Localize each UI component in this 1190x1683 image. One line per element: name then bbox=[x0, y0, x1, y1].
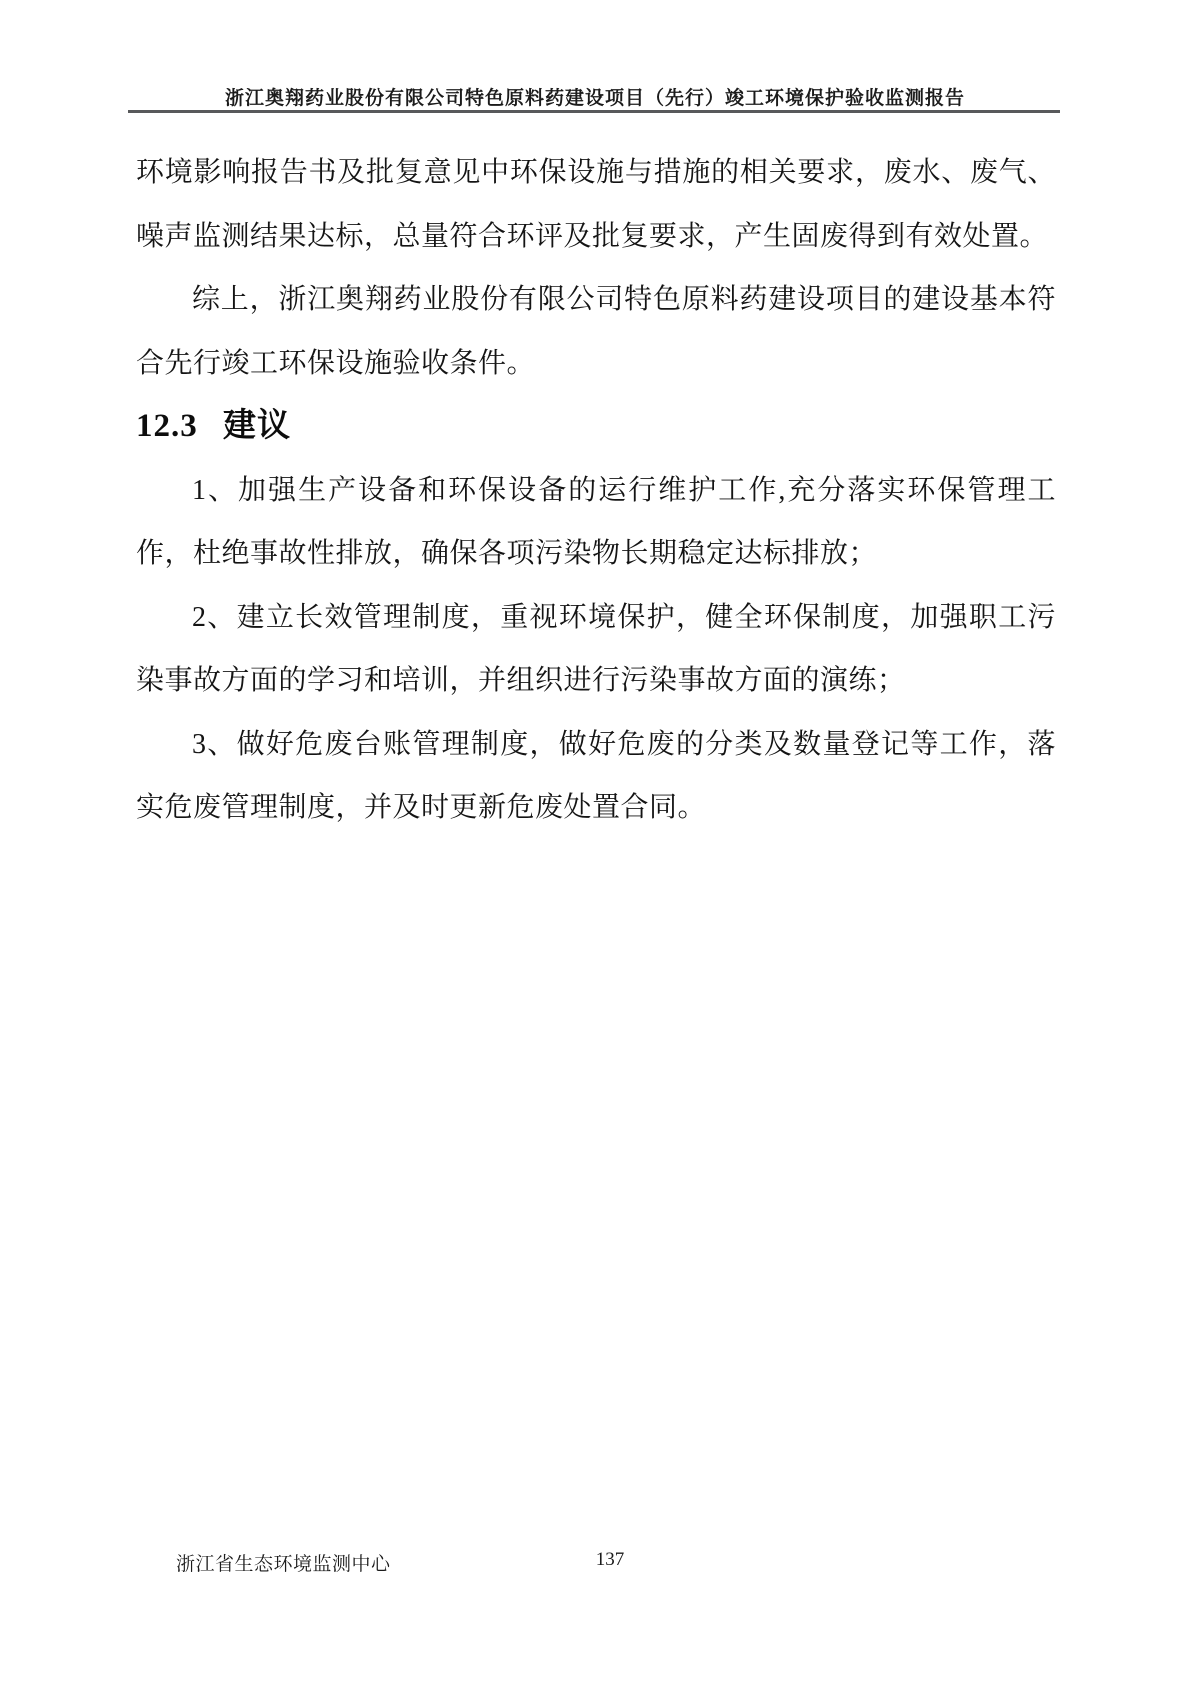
paragraph-conclusion-summary: 综上，浙江奥翔药业股份有限公司特色原料药建设项目的建设基本符合先行竣工环保设施验收条件。 bbox=[136, 284, 1056, 379]
header-divider-rule bbox=[128, 110, 1060, 113]
suggestion-item-3: 3、做好危废台账管理制度，做好危废的分类及数量登记等工作，落实危废管理制度，并及时更新危废处置合同。 bbox=[136, 728, 1056, 823]
suggestion-item-1: 1、加强生产设备和环保设备的运行维护工作,充分落实环保管理工作，杜绝事故性排放，确保各项污染物长期稳定达标排放； bbox=[136, 474, 1056, 569]
page-header-title: 浙江奥翔药业股份有限公司特色原料药建设项目（先行）竣工环境保护验收监测报告 bbox=[224, 88, 965, 109]
suggestion-item-2: 2、建立长效管理制度，重视环境保护，健全环保制度，加强职工污染事故方面的学习和培训，并组织进行污染事故方面的演练； bbox=[136, 601, 1056, 696]
paragraph-conclusion-intro: 环境影响报告书及批复意见中环保设施与措施的相关要求，废水、废气、噪声监测结果达标，总量符合环评及批复要求，产生固废得到有效处置。 bbox=[136, 157, 1056, 252]
section-heading-number: 12.3 bbox=[136, 408, 198, 444]
section-heading bbox=[136, 395, 1056, 459]
footer-page-number: 137 bbox=[595, 1549, 625, 1570]
section-heading-label: 建议 bbox=[223, 408, 291, 444]
footer-organization: 浙江省生态环境监测中心 bbox=[176, 1554, 391, 1575]
document-body bbox=[136, 141, 1056, 840]
